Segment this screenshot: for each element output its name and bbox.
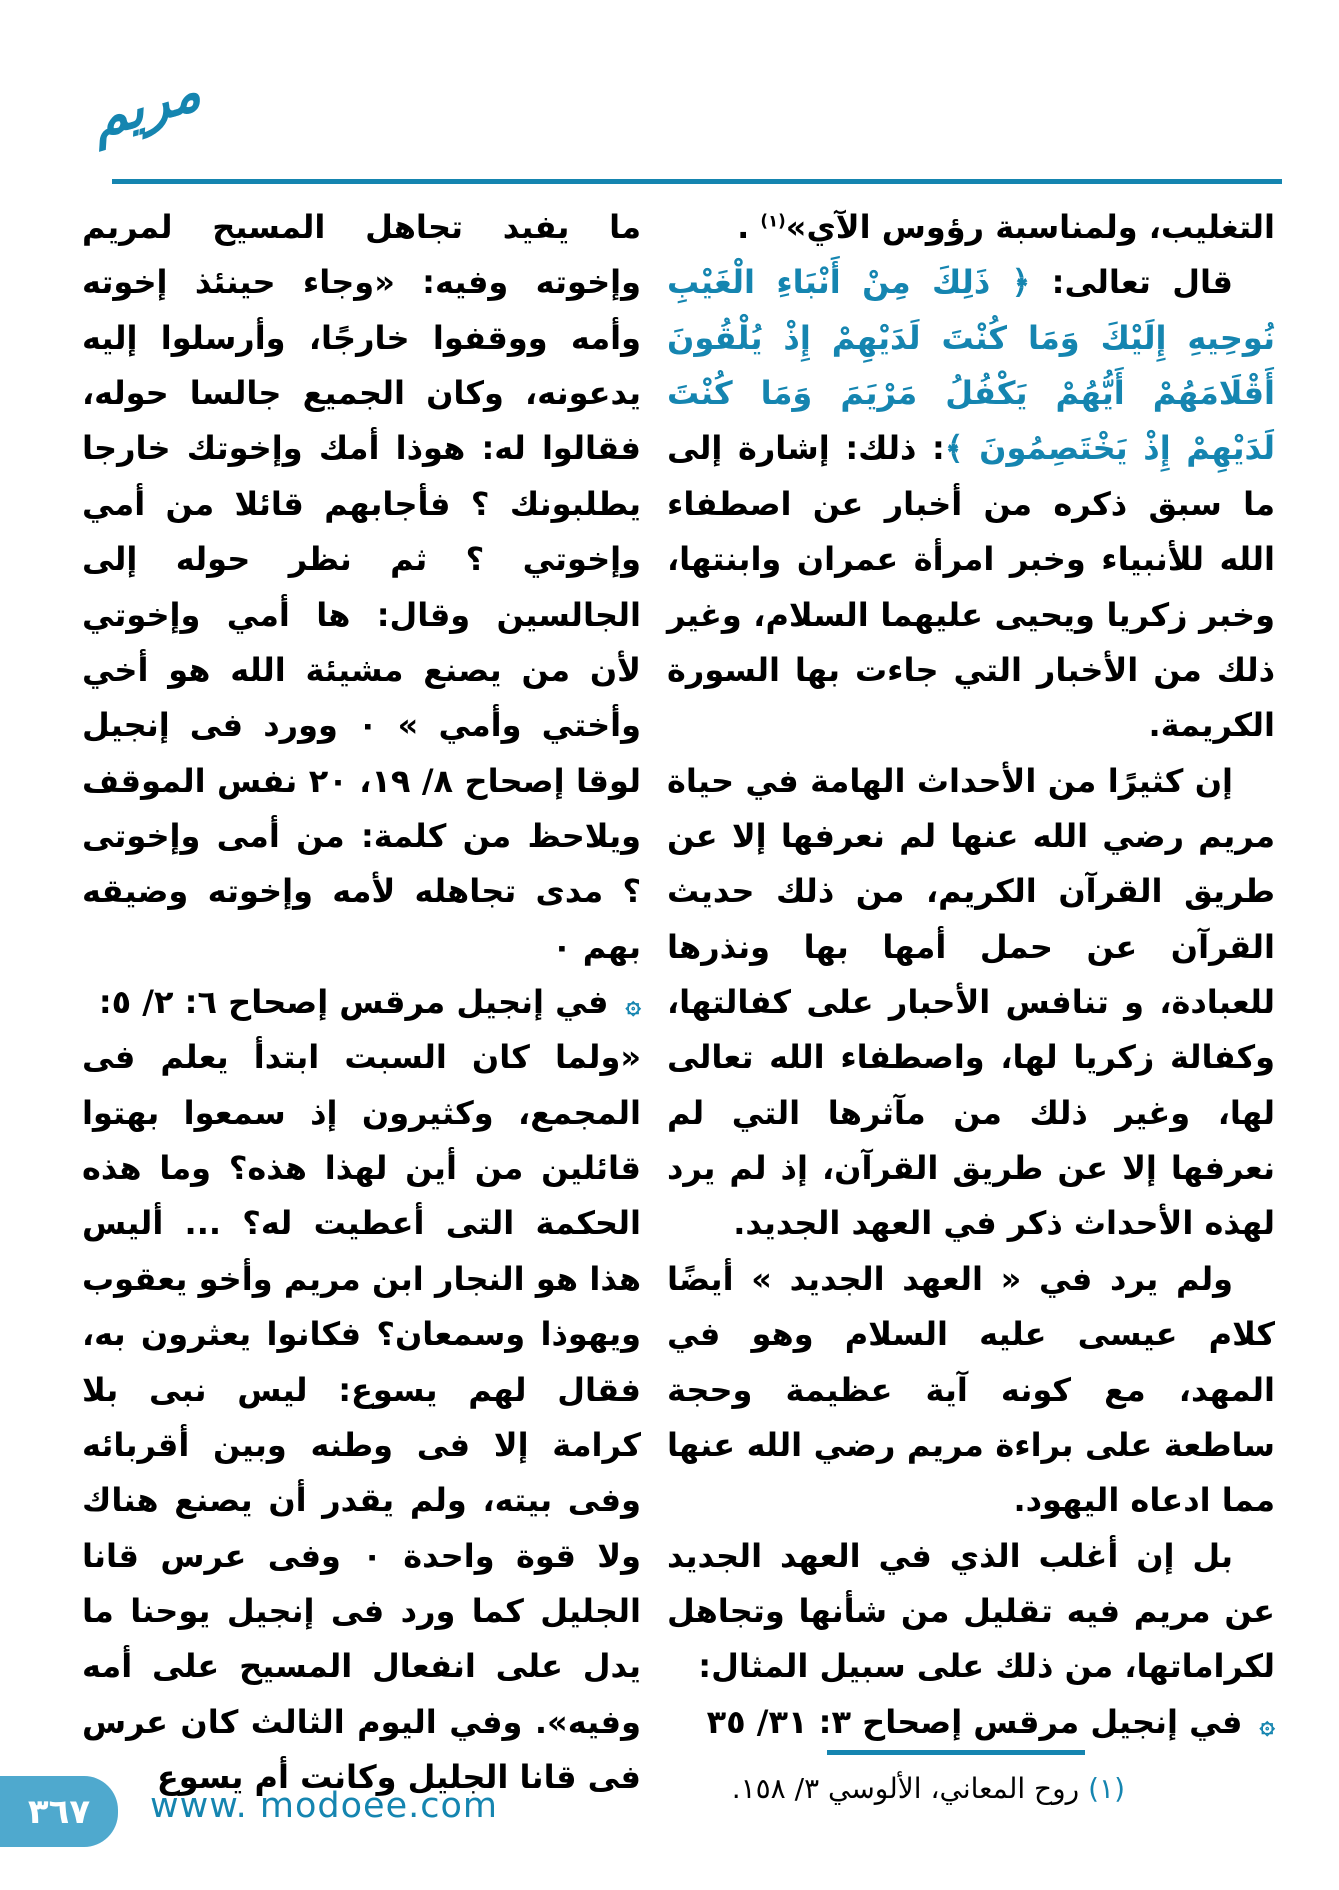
page-number: ٣٦٧	[27, 1791, 91, 1832]
chapter-title-calligraphy: مريم	[88, 58, 205, 151]
paragraph	[667, 1529, 1275, 1695]
bullet-text: في إنجيل مرقس إصحاح ٦: ٢/ ٥:	[98, 983, 620, 1022]
footnote-divider	[827, 1750, 1085, 1755]
bullet-text: في إنجيل مرقس إصحاح ٣: ٣١/ ٣٥	[706, 1702, 1254, 1741]
paragraph	[82, 1030, 641, 1805]
text-run: بل إن أغلب الذي في العهد الجديد عن مريم فيه تقليل من شأنها وتجاهل لكراماتها، من ذلك على سبيل المثال:	[667, 1536, 1275, 1686]
text-run: .	[737, 208, 761, 246]
paragraph	[82, 200, 641, 975]
quran-verse: ﴿ ذَلِكَ مِنْ أَنْبَاءِ الْغَيْبِ نُوحِيهِ إِلَيْكَ وَمَا كُنْتَ لَدَيْهِمْ إِذْ يُلْقُونَ أَقْلَامَهُمْ أَيُّهُمْ يَكْفُلُ مَرْيَمَ وَمَا كُنْتَ لَدَيْهِمْ إِذْ يَخْتَصِمُونَ ﴾	[667, 263, 1276, 468]
rosette-bullet-icon: ۞	[1259, 1709, 1275, 1740]
text-run: «ولما كان السبت ابتدأ يعلم فى المجمع، وكثيرون إذ سمعوا بهتوا قائلين من أين لهذا هذه؟ وما هذه الحكمة التى أعطيت له؟ ... أليس هذا هو النجار ابن مريم وأخو يعقوب ويهوذا وسمعان؟ فكانوا يعثرون به، فقال لهم يسوع: ليس نبى بلا كرامة إلا فى وطنه وبين أقربائه وفى بيته، ولم يقدر أن يصنع هناك ولا قوة واحدة ٠ وفى عرس قانا الجليل كما ورد فى إنجيل يوحنا ما يدل على انفعال المسيح على أمه وفيه». وفي اليوم الثالث كان عرس فى قانا الجليل وكانت أم يسوع	[82, 1038, 642, 1797]
text-columns	[82, 200, 1275, 1805]
footnote-reference: (١)	[760, 211, 786, 231]
website-url: www. modoee.com	[150, 1786, 498, 1826]
paragraph	[667, 754, 1275, 1252]
right-column	[667, 200, 1276, 1806]
text-run: ولم يرد في « العهد الجديد » أيضًا كلام عيسى عليه السلام وهو في المهد، مع كونه آية عظيمة وحجة ساطعة على براءة مريم رضي الله عنها مما ادعاه اليهود.	[667, 1259, 1275, 1520]
text-run: قال تعالى:	[1030, 263, 1234, 302]
footnote-body: روح المعاني، الألوسي ٣/ ١٥٨.	[731, 1772, 1089, 1806]
paragraph	[667, 1252, 1275, 1529]
text-run: ما يفيد تجاهل المسيح لمريم وإخوته وفيه: «وجاء حينئذ إخوته وأمه ووقفوا خارجًا، وأرسلوا إليه يدعونه، وكان الجميع جالسا حوله، فقالوا له: هوذا أمك وإخوتك خارجا يطلبونك ؟ فأجابهم قائلا من أمي وإخوتي ؟ ثم نظر حوله إلى الجالسين وقال: ها أمي وإخوتي لأن من يصنع مشيئة الله هو أخي وأختي وأمي » ٠ وورد فى إنجيل لوقا إصحاح ٨/ ١٩، ٢٠ نفس الموقف ويلاحظ من كلمة: من أمى وإخوتى ؟ مدى تجاهله لأمه وإخوته وضيقه بهم ٠	[82, 208, 642, 966]
footnote-text	[685, 1767, 1125, 1812]
text-run: إن كثيرًا من الأحداث الهامة في حياة مريم رضي الله عنها لم نعرفها إلا عن طريق القرآن الكريم، من ذلك حديث القرآن عن حمل أمها بها ونذرها للعبادة، و تنافس الأحبار على كفالتها، وكفالة زكريا لها، واصطفاء الله تعالى لها، وغير ذلك من مآثرها التي لم نعرفها إلا عن طريق القرآن، إذ لم يرد لهذه الأحداث ذكر في العهد الجديد.	[667, 761, 1275, 1243]
paragraph	[667, 255, 1275, 753]
text-run: : ذلك: إشارة إلى ما سبق ذكره من أخبار عن اصطفاء الله للأنبياء وخبر امرأة عمران وابنتها، وخبر زكريا ويحيى عليهما السلام، وغير ذلك من الأخبار التي جاءت بها السورة الكريمة.	[667, 429, 1275, 745]
footnote-marker: (١)	[1088, 1772, 1125, 1806]
rosette-bullet-icon: ۞	[625, 990, 641, 1021]
footnote	[685, 1750, 1125, 1812]
bullet-item	[82, 975, 641, 1030]
text-run: التغليب، ولمناسبة رؤوس الآي»	[785, 208, 1275, 246]
bullet-item	[667, 1695, 1275, 1750]
header-rule	[112, 179, 1282, 184]
left-column	[82, 200, 641, 1805]
paragraph	[667, 200, 1275, 255]
page-number-badge	[0, 1776, 118, 1847]
